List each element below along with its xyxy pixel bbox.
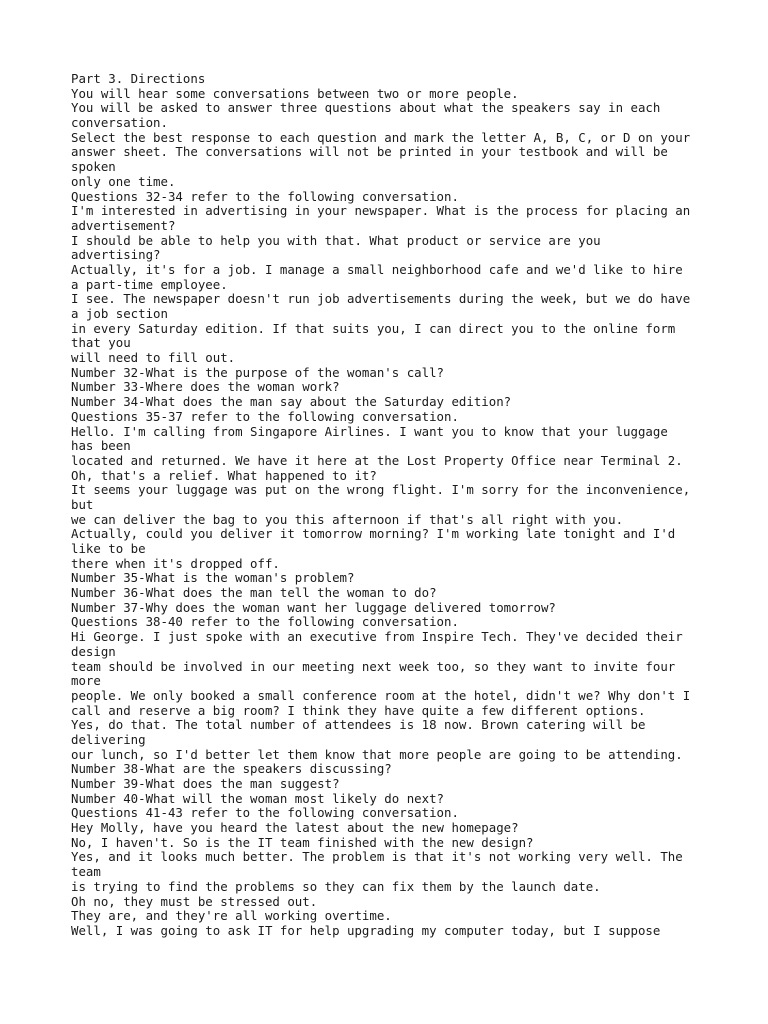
question-line: Number 39-What does the man suggest?	[71, 776, 340, 791]
conversation-line: a part-time employee.	[71, 276, 228, 292]
question-line: Number 36-What does the man tell the woman to do?	[71, 585, 437, 601]
section-heading: Part 3. Directions	[71, 71, 206, 86]
directions-text: Select the best response to each question and mark the letter A, B, C, or D on your	[71, 129, 691, 145]
conversation-line: It seems your luggage was put on the wrong flight. I'm sorry for the inconvenience,	[71, 482, 691, 498]
conversation-line: Yes, do that. The total number of attendees is 18 now. Brown catering will be	[71, 717, 646, 733]
directions-text: spoken	[71, 159, 116, 175]
question-group-heading: Questions 41-43 refer to the following conversation.	[71, 805, 459, 821]
conversation-line: delivering	[71, 731, 146, 747]
directions-text: only one time.	[71, 173, 176, 189]
conversation-line: Actually, it's for a job. I manage a small neighborhood cafe and we'd like to hire	[71, 261, 683, 277]
question-line: Number 34-What does the man say about the Saturday edition?	[71, 394, 512, 410]
directions-text: answer sheet. The conversations will not be printed in your testbook and will be	[71, 144, 668, 160]
conversation-line: located and returned. We have it here at the Lost Property Office near Terminal 2.	[71, 452, 683, 468]
conversation-line: has been	[71, 438, 131, 454]
conversation-line: is trying to find the problems so they can fix them by the launch date.	[71, 878, 601, 894]
conversation-line: there when it's dropped off.	[71, 555, 280, 571]
conversation-line: like to be	[71, 541, 146, 556]
conversation-line: advertisement?	[71, 217, 176, 233]
conversation-line: but	[71, 496, 94, 512]
conversation-line: team	[71, 864, 101, 880]
conversation-line: I see. The newspaper doesn't run job advertisements during the week, but we do have	[71, 291, 691, 307]
conversation-line: Actually, could you deliver it tomorrow morning? I'm working late tonight and I'd	[71, 526, 676, 542]
question-line: Number 40-What will the woman most likely do next?	[71, 790, 444, 806]
question-line: Number 32-What is the purpose of the woman's call?	[71, 364, 444, 380]
conversation-line: call and reserve a big room? I think they have quite a few different options.	[71, 702, 646, 718]
conversation-line: that you	[71, 335, 131, 351]
conversation-line: Yes, and it looks much better. The problem is that it's not working very well. The	[71, 849, 683, 865]
question-group-heading: Questions 32-34 refer to the following conversation.	[71, 188, 459, 204]
question-line: Number 35-What is the woman's problem?	[71, 570, 355, 586]
conversation-line: Well, I was going to ask IT for help upgrading my computer today, but I suppose	[71, 922, 661, 938]
conversation-line: advertising?	[71, 247, 161, 263]
conversation-line: Hello. I'm calling from Singapore Airlines. I want you to know that your luggage	[71, 423, 668, 439]
conversation-line: Hey Molly, have you heard the latest about the new homepage?	[71, 820, 519, 836]
conversation-line: our lunch, so I'd better let them know that more people are going to be attending.	[71, 746, 683, 762]
conversation-line: team should be involved in our meeting next week too, so they want to invite four	[71, 658, 676, 674]
conversation-line: Oh, that's a relief. What happened to it?	[71, 467, 377, 483]
conversation-line: I'm interested in advertising in your newspaper. What is the process for placing an	[71, 203, 691, 219]
conversation-line: people. We only booked a small conference room at the hotel, didn't we? Why don't I	[71, 687, 691, 703]
conversation-line: design	[71, 643, 116, 659]
conversation-line: more	[71, 673, 101, 689]
question-line: Number 38-What are the speakers discussing?	[71, 761, 392, 777]
directions-text: You will be asked to answer three questions about what the speakers say in each	[71, 100, 661, 116]
conversation-line: Oh no, they must be stressed out.	[71, 893, 318, 909]
conversation-line: a job section	[71, 306, 168, 321]
conversation-line: Hi George. I just spoke with an executive from Inspire Tech. They've decided their	[71, 629, 683, 645]
question-group-heading: Questions 38-40 refer to the following conversation.	[71, 614, 459, 630]
directions-text: You will hear some conversations between two or more people.	[71, 85, 519, 101]
conversation-line: I should be able to help you with that. What product or service are you	[71, 232, 601, 248]
directions-text: conversation.	[71, 115, 168, 131]
question-group-heading: Questions 35-37 refer to the following conversation.	[71, 408, 459, 424]
conversation-line: will need to fill out.	[71, 350, 236, 366]
conversation-line: No, I haven't. So is the IT team finished with the new design?	[71, 834, 534, 850]
conversation-line: in every Saturday edition. If that suits you, I can direct you to the online form	[71, 320, 676, 336]
question-line: Number 37-Why does the woman want her luggage delivered tomorrow?	[71, 599, 556, 615]
question-line: Number 33-Where does the woman work?	[71, 379, 340, 395]
document-page	[71, 72, 711, 939]
conversation-line: we can deliver the bag to you this afternoon if that's all right with you.	[71, 511, 624, 527]
conversation-line: They are, and they're all working overtime.	[71, 908, 392, 924]
